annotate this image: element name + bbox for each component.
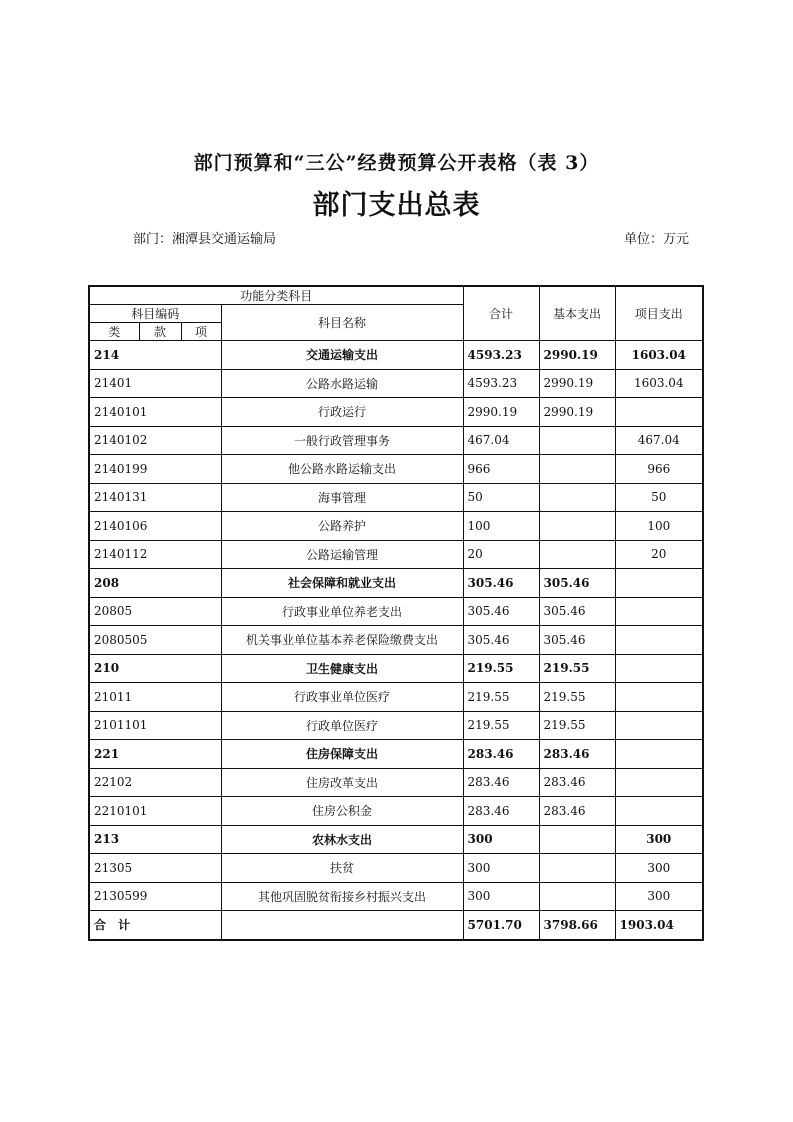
row-total: 283.46 [463, 768, 539, 797]
row-name: 住房保障支出 [221, 740, 463, 769]
row-basic: 219.55 [539, 654, 615, 683]
row-basic [539, 854, 615, 883]
row-code: 2140102 [89, 426, 221, 455]
row-basic: 283.46 [539, 797, 615, 826]
table-row [89, 825, 703, 854]
row-total: 50 [463, 483, 539, 512]
row-project: 300 [615, 882, 703, 911]
row-code: 21305 [89, 854, 221, 883]
table-row [89, 398, 703, 427]
page-title: 部门支出总表 [312, 190, 481, 221]
row-name: 行政单位医疗 [221, 711, 463, 740]
row-name: 住房改革支出 [221, 768, 463, 797]
table-row [89, 854, 703, 883]
row-name: 他公路水路运输支出 [221, 455, 463, 484]
total-row [89, 911, 703, 940]
row-basic: 305.46 [539, 569, 615, 598]
row-code: 2140199 [89, 455, 221, 484]
table-row [89, 740, 703, 769]
row-code: 2101101 [89, 711, 221, 740]
row-name: 住房公积金 [221, 797, 463, 826]
row-basic: 305.46 [539, 597, 615, 626]
row-basic: 283.46 [539, 740, 615, 769]
expenditure-table [88, 285, 704, 941]
table-row [89, 626, 703, 655]
row-code: 2210101 [89, 797, 221, 826]
row-name: 扶贫 [221, 854, 463, 883]
row-basic [539, 483, 615, 512]
row-project [615, 683, 703, 712]
row-project: 1603.04 [615, 341, 703, 370]
row-project: 467.04 [615, 426, 703, 455]
header-project: 项目支出 [615, 286, 703, 341]
row-total: 300 [463, 825, 539, 854]
total-project: 1903.04 [615, 911, 703, 940]
row-name: 其他巩固脱贫衔接乡村振兴支出 [221, 882, 463, 911]
row-basic [539, 512, 615, 541]
row-name: 交通运输支出 [221, 341, 463, 370]
table-row [89, 768, 703, 797]
row-project: 20 [615, 540, 703, 569]
row-project: 50 [615, 483, 703, 512]
row-basic: 219.55 [539, 683, 615, 712]
row-basic [539, 540, 615, 569]
row-name: 行政事业单位养老支出 [221, 597, 463, 626]
row-code: 20805 [89, 597, 221, 626]
row-name: 一般行政管理事务 [221, 426, 463, 455]
row-code: 2140101 [89, 398, 221, 427]
row-code: 214 [89, 341, 221, 370]
row-total: 467.04 [463, 426, 539, 455]
row-project: 100 [615, 512, 703, 541]
row-name: 行政事业单位医疗 [221, 683, 463, 712]
header-code: 科目编码 [89, 305, 221, 323]
row-name: 行政运行 [221, 398, 463, 427]
table-row [89, 569, 703, 598]
row-total: 305.46 [463, 597, 539, 626]
row-name: 机关事业单位基本养老保险缴费支出 [221, 626, 463, 655]
row-basic: 2990.19 [539, 341, 615, 370]
row-code: 22102 [89, 768, 221, 797]
row-project [615, 711, 703, 740]
document-supertitle: 部门预算和“三公”经费预算公开表格（表 3） [193, 152, 600, 174]
table-row [89, 597, 703, 626]
header-total: 合计 [463, 286, 539, 341]
row-project [615, 626, 703, 655]
table-row [89, 341, 703, 370]
row-total: 219.55 [463, 683, 539, 712]
row-basic [539, 455, 615, 484]
total-basic: 3798.66 [539, 911, 615, 940]
total-name [221, 911, 463, 940]
row-project [615, 768, 703, 797]
row-basic [539, 825, 615, 854]
row-project: 300 [615, 825, 703, 854]
row-total: 300 [463, 854, 539, 883]
row-total: 305.46 [463, 626, 539, 655]
unit-label: 单位：万元 [624, 232, 690, 247]
row-project [615, 740, 703, 769]
table-row [89, 711, 703, 740]
table-row [89, 540, 703, 569]
row-project [615, 797, 703, 826]
header-name: 科目名称 [221, 305, 463, 341]
row-name: 公路水路运输 [221, 369, 463, 398]
row-basic [539, 882, 615, 911]
table-row [89, 683, 703, 712]
row-basic: 2990.19 [539, 369, 615, 398]
row-total: 283.46 [463, 797, 539, 826]
row-total: 219.55 [463, 654, 539, 683]
row-code: 2080505 [89, 626, 221, 655]
header-kuan: 款 [139, 323, 181, 341]
row-code: 208 [89, 569, 221, 598]
row-name: 社会保障和就业支出 [221, 569, 463, 598]
row-name: 农林水支出 [221, 825, 463, 854]
row-name: 海事管理 [221, 483, 463, 512]
row-name: 公路养护 [221, 512, 463, 541]
row-total: 4593.23 [463, 341, 539, 370]
row-code: 2140106 [89, 512, 221, 541]
row-total: 283.46 [463, 740, 539, 769]
row-basic: 305.46 [539, 626, 615, 655]
row-name: 卫生健康支出 [221, 654, 463, 683]
row-project [615, 569, 703, 598]
row-project: 300 [615, 854, 703, 883]
header-category: 功能分类科目 [89, 286, 463, 305]
row-total: 300 [463, 882, 539, 911]
row-total: 4593.23 [463, 369, 539, 398]
row-code: 213 [89, 825, 221, 854]
row-total: 2990.19 [463, 398, 539, 427]
table-row [89, 512, 703, 541]
row-project [615, 654, 703, 683]
table-row [89, 797, 703, 826]
table-row [89, 483, 703, 512]
row-project: 1603.04 [615, 369, 703, 398]
header-lei: 类 [89, 323, 139, 341]
row-code: 210 [89, 654, 221, 683]
row-basic [539, 426, 615, 455]
table-row [89, 882, 703, 911]
row-project [615, 597, 703, 626]
row-code: 21011 [89, 683, 221, 712]
header-row-1 [89, 286, 703, 305]
row-total: 20 [463, 540, 539, 569]
table-row [89, 426, 703, 455]
row-name: 公路运输管理 [221, 540, 463, 569]
row-code: 2140131 [89, 483, 221, 512]
row-basic: 2990.19 [539, 398, 615, 427]
row-basic: 219.55 [539, 711, 615, 740]
row-project [615, 398, 703, 427]
row-total: 966 [463, 455, 539, 484]
total-sum: 5701.70 [463, 911, 539, 940]
table-row [89, 369, 703, 398]
table-row [89, 455, 703, 484]
department-label: 部门：湘潭县交通运输局 [133, 232, 277, 247]
total-label: 合 计 [89, 911, 221, 940]
row-basic: 283.46 [539, 768, 615, 797]
row-code: 2140112 [89, 540, 221, 569]
row-code: 21401 [89, 369, 221, 398]
row-total: 219.55 [463, 711, 539, 740]
row-project: 966 [615, 455, 703, 484]
header-xiang: 项 [181, 323, 221, 341]
row-total: 100 [463, 512, 539, 541]
row-code: 2130599 [89, 882, 221, 911]
row-total: 305.46 [463, 569, 539, 598]
row-code: 221 [89, 740, 221, 769]
table-row [89, 654, 703, 683]
header-basic: 基本支出 [539, 286, 615, 341]
